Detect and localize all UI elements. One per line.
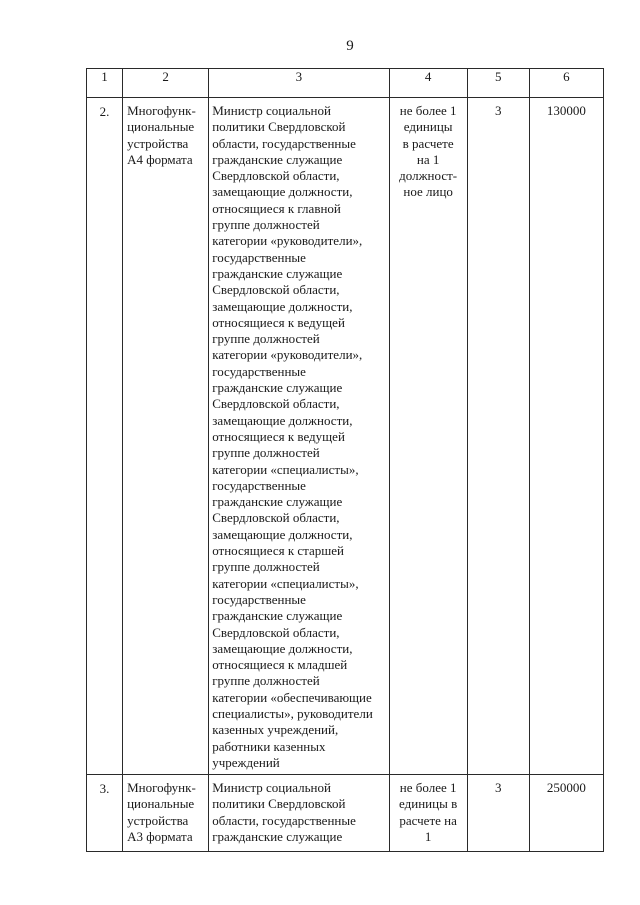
item-name-line: А3 формата [127, 829, 193, 845]
description-line: замещающие должности, [212, 526, 353, 542]
item-name-line: Многофунк- [127, 103, 196, 118]
item-name [123, 775, 209, 852]
limit-line: не более 1 [399, 780, 457, 796]
description-line: категории «специалисты», [212, 575, 359, 591]
limit-line: 1 [424, 829, 432, 845]
column-number-2: 2 [123, 69, 209, 98]
description-line: Свердловской области, [212, 396, 340, 412]
description-line: относящиеся к ведущей [212, 428, 345, 444]
column-number-1: 1 [87, 69, 123, 98]
description-line: области, государственные [212, 812, 356, 828]
item-name [123, 98, 209, 775]
description-line: относящиеся к младшей [212, 657, 348, 673]
row-number: 2. [87, 98, 123, 775]
description-line: работники казенных [212, 738, 326, 754]
description-line: Свердловской области, [212, 282, 340, 298]
item-name-line: Многофунк- [127, 780, 196, 796]
limit-line: должност- [399, 168, 458, 184]
description-line: гражданские служащие [212, 380, 343, 396]
description-line: группе должностей [212, 673, 320, 689]
row-number: 3. [87, 775, 123, 852]
column-number-3: 3 [209, 69, 389, 98]
quantity-limit [389, 775, 467, 852]
description-line: учреждений [212, 754, 280, 770]
description-line: казенных учреждений, [212, 722, 339, 738]
description-line: группе должностей [212, 559, 320, 575]
item-name-line: устройства [127, 812, 189, 828]
description-line: Министр социальной [212, 103, 331, 118]
description-line: политики Свердловской [212, 796, 346, 812]
limit-line: единицы в [399, 796, 458, 812]
requirements-table [86, 68, 604, 852]
description-line: государственные [212, 249, 306, 265]
quantity-limit [389, 98, 467, 775]
limit-line: расчете на [399, 812, 457, 828]
item-name-line: циональные [127, 796, 195, 812]
description-line: категории «руководители», [212, 347, 363, 363]
description-line: государственные [212, 591, 306, 607]
service-life: 3 [467, 775, 529, 852]
description-line: государственные [212, 363, 306, 379]
item-name-line: устройства [127, 135, 189, 151]
description-line: группе должностей [212, 445, 320, 461]
description-line: замещающие должности, [212, 184, 353, 200]
limit-line: в расчете [402, 135, 454, 151]
description-line: гражданские служащие [212, 494, 343, 510]
position-description [209, 98, 389, 775]
description-line: области, государственные [212, 135, 356, 151]
description-line: замещающие должности, [212, 412, 353, 428]
limit-line: не более 1 [399, 103, 457, 118]
column-number-6: 6 [529, 69, 603, 98]
page-number: 9 [346, 38, 354, 54]
description-line: специалисты», руководители [212, 705, 373, 721]
table-header-row [87, 69, 604, 98]
description-line: относящиеся к ведущей [212, 314, 345, 330]
table-row [87, 98, 604, 775]
description-line: группе должностей [212, 331, 320, 347]
service-life: 3 [467, 98, 529, 775]
description-line: Министр социальной [212, 780, 331, 796]
max-price: 130000 [529, 98, 603, 775]
description-line: политики Свердловской [212, 119, 346, 135]
description-line: категории «руководители», [212, 233, 363, 249]
limit-line: единицы [403, 119, 453, 135]
item-name-line: циональные [127, 119, 195, 135]
description-line: гражданские служащие [212, 608, 343, 624]
description-line: группе должностей [212, 217, 320, 233]
description-line: гражданские служащие [212, 829, 343, 845]
description-line: Свердловской области, [212, 510, 340, 526]
table-row [87, 775, 604, 852]
description-line: замещающие должности, [212, 640, 353, 656]
max-price: 250000 [529, 775, 603, 852]
description-line: категории «специалисты», [212, 461, 359, 477]
item-name-line: А4 формата [127, 151, 193, 167]
description-line: государственные [212, 477, 306, 493]
column-number-4: 4 [389, 69, 467, 98]
description-line: Свердловской области, [212, 624, 340, 640]
description-line: относящиеся к старшей [212, 543, 345, 559]
description-line: гражданские служащие [212, 151, 343, 167]
description-line: гражданские служащие [212, 265, 343, 281]
description-line: категории «обеспечивающие [212, 689, 372, 705]
description-line: Свердловской области, [212, 168, 340, 184]
limit-line: на 1 [416, 151, 440, 167]
position-description [209, 775, 389, 852]
description-line: замещающие должности, [212, 298, 353, 314]
limit-line: ное лицо [403, 184, 453, 200]
column-number-5: 5 [467, 69, 529, 98]
description-line: относящиеся к главной [212, 200, 341, 216]
